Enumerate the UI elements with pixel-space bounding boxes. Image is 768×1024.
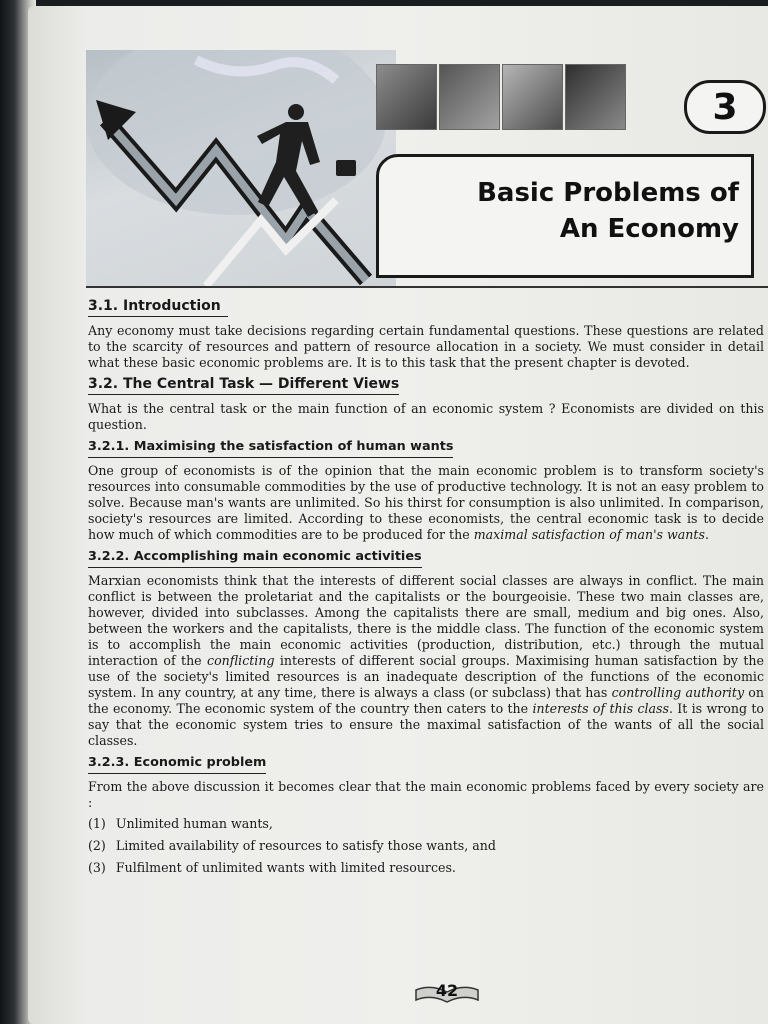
section-introduction [88, 298, 764, 371]
list-item-number: (2) [88, 838, 106, 853]
section-paragraph: Any economy must take decisions regarding certain fundamental questions. These questions are related to the scarcity of resources and pattern of resource allocation in a society. We must consider in detail what these basic economic problems are. It is to this task that the present chapter is devoted. [88, 323, 764, 370]
section-paragraph: What is the central task or the main function of an economic system ? Economists are divided on this question. [88, 401, 764, 432]
page-number [412, 976, 482, 1004]
section-main-activities [88, 548, 764, 749]
problem-list [88, 816, 764, 876]
photo-tile [502, 64, 563, 130]
list-item [88, 838, 764, 854]
section-central-task [88, 376, 764, 433]
text-run: . It is wrong to say that the economic system tries to ensure the maximal satisfaction of the wants of all the social classes. [88, 701, 764, 748]
section-paragraph [88, 573, 764, 749]
text-run: interests of different social groups. Maximising human satisfaction by the use of the society's limited resources is an inadequate description of the functions of the economic system. In any country, at any time, there is always a class (or subclass) that has [88, 653, 764, 700]
text-run: . [704, 527, 709, 542]
subsection-heading: 3.2.1. Maximising the satisfaction of human wants [88, 439, 453, 458]
photo-tile [439, 64, 500, 130]
chapter-banner [86, 50, 768, 288]
list-item [88, 816, 764, 832]
emphasis-text: maximal satisfaction of man's wants [473, 527, 705, 542]
section-heading: 3.1. Introduction [88, 298, 228, 317]
chapter-number: 3 [684, 80, 766, 134]
list-item-text: Fulfilment of unlimited wants with limited resources. [115, 860, 456, 875]
photo-tile [565, 64, 626, 130]
banner-photo-strip [376, 64, 626, 130]
chapter-title-line-2: An Economy [559, 214, 739, 244]
list-item [88, 860, 764, 876]
emphasis-text: conflicting [207, 653, 275, 668]
text-run: on the economy. The economic system of the country then caters to the [88, 685, 765, 716]
section-maximising-satisfaction [88, 438, 764, 543]
chapter-body [88, 298, 764, 882]
subsection-heading: 3.2.3. Economic problem [88, 755, 266, 774]
text-run: One group of economists is of the opinion that the main economic problem is to transform society's resources into consumable commodities by the use of productive technology. It is not an easy problem to solve. Because man's wants are unlimited. So his thirst for consumption is also unlimited. In comparison, society's resources are limited. According to these economists, the central economic task is to decide how much of which commodities are to be produced for the [88, 463, 764, 542]
section-heading: 3.2. The Central Task — Different Views [88, 376, 399, 395]
book-page [28, 6, 768, 1024]
emphasis-text: interests of this class [532, 701, 669, 716]
subsection-heading: 3.2.2. Accomplishing main economic activities [88, 549, 422, 568]
page-number-text: 42 [435, 980, 459, 1000]
emphasis-text: controlling authority [611, 685, 745, 700]
chapter-title [376, 154, 754, 278]
list-item-text: Unlimited human wants, [115, 816, 273, 831]
photo-tile [376, 64, 437, 130]
list-item-number: (3) [88, 860, 106, 875]
list-item-text: Limited availability of resources to satisfy those wants, and [115, 838, 496, 853]
chapter-title-line-1: Basic Problems of [477, 178, 739, 208]
list-item-number: (1) [88, 816, 106, 831]
section-paragraph: From the above discussion it becomes clear that the main economic problems faced by every society are : [88, 779, 764, 810]
section-paragraph [88, 463, 764, 543]
section-economic-problem [88, 754, 764, 876]
businessman-arrow-illustration [86, 50, 396, 286]
text-run: Marxian economists think that the interests of different social classes are always in conflict. The main conflict is between the proletariat and the capitalists or the bourgeoisie. These two main classes are, however, divided into subclasses. Among the capitalists there are small, medium and big ones. Also, between the workers and the capitalists, there is the middle class. The function of the economic system is to accomplish the main economic activities (production, distribution, etc.) through the mutual interaction of the [88, 573, 764, 668]
